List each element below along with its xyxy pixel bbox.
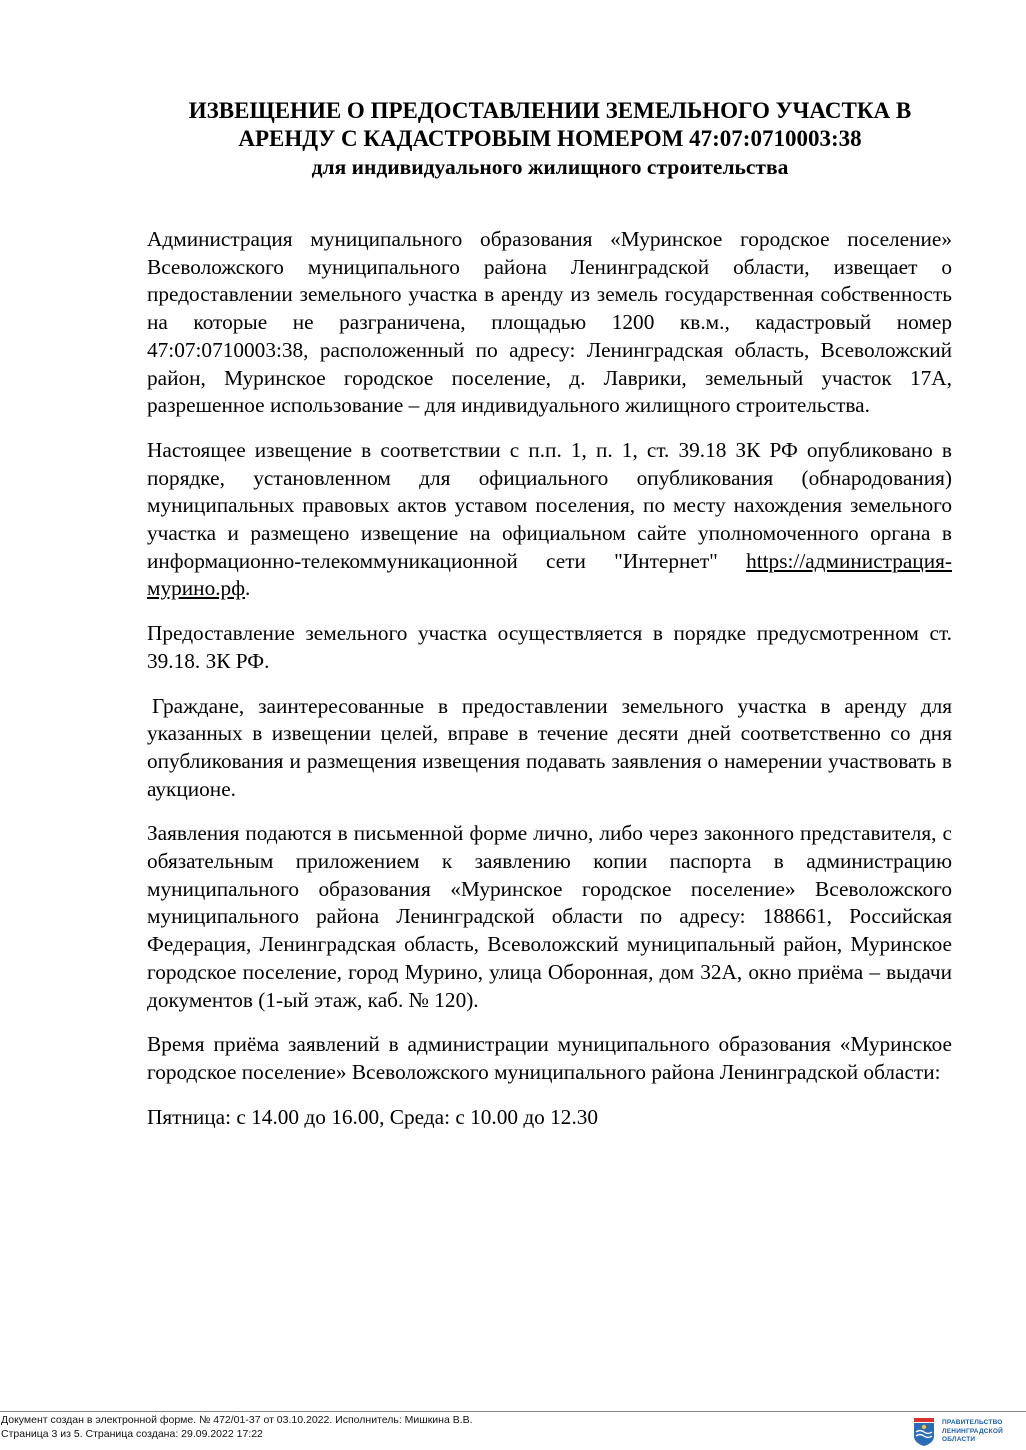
logo-line-3: ОБЛАСТИ	[942, 1436, 976, 1443]
paragraph-citizens: Граждане, заинтересованные в предоставлении земельного участка в аренду для указанных в извещении целей, вправе в течение десяти дней соответственно со дня опубликования и размещения извещения подавать заявления о намерении участвовать в аукционе.	[147, 693, 952, 801]
paragraph-publication-end: .	[245, 576, 251, 601]
title-line-1: ИЗВЕЩЕНИЕ О ПРЕДОСТАВЛЕНИИ ЗЕМЕЛЬНОГО УЧАСТКА В	[188, 98, 912, 123]
footer-line-1: Документ создан в электронной форме. № 472/01-37 от 03.10.2022. Исполнитель: Мишкина В.В.	[1, 1414, 473, 1426]
paragraph-applications: Заявления подаются в письменной форме лично, либо через законного представителя, с обязательным приложением к заявлению копии паспорта в администрацию муниципального образования «Муринское городское поселение» Всеволожского муниципального района Ленинградской области по адресу: 188661, Российская Федерация, Ленинградская область, Всеволожский муниципальный район, Муринское городское поселение, город Мурино, улица Оборонная, дом 32А, окно приёма – выдачи документов (1-ый этаж, каб. № 120).	[147, 821, 952, 1012]
logo-line-1: ПРАВИТЕЛЬСТВО	[942, 1419, 1003, 1426]
paragraph-schedule: Пятница: с 14.00 до 16.00, Среда: с 10.00 до 12.30	[147, 1104, 599, 1129]
footer-divider	[0, 1411, 1026, 1412]
leningrad-oblast-emblem-icon	[913, 1418, 935, 1446]
paragraph-reception-time: Время приёма заявлений в администрации муниципального образования «Муринское городское поселение» Всеволожского муниципального района Ленинградской области:	[147, 1032, 952, 1084]
paragraph-procedure: Предоставление земельного участка осуществляется в порядке предусмотренном ст. 39.18. ЗК РФ.	[147, 621, 952, 673]
document-body	[147, 226, 952, 1148]
document-subtitle: для индивидуального жилищного строительства	[311, 155, 789, 179]
government-logo	[911, 1418, 1023, 1448]
title-line-2: АРЕНДУ С КАДАСТРОВЫМ НОМЕРОМ 47:07:0710003:38	[238, 126, 862, 151]
paragraph-publication-text: Настоящее извещение в соответствии с п.п. 1, п. 1, ст. 39.18 ЗК РФ опубликовано в порядке, установленном для официального опубликования (обнародования) муниципальных правовых актов уставом поселения, по месту нахождения земельного участка и размещено извещение на официальном сайте уполномоченного органа в информационно-телекоммуникационной сети "Интернет"	[147, 437, 952, 573]
footer-info	[1, 1413, 473, 1441]
footer-line-2: Страница 3 из 5. Страница создана: 29.09.2022 17:22	[1, 1428, 263, 1440]
document-title	[100, 97, 1000, 181]
website-link[interactable]: https://администрация-мурино.рф	[147, 548, 952, 601]
paragraph-publication	[147, 437, 952, 603]
paragraph-notice: Администрация муниципального образования «Муринское городское поселение» Всеволожского муниципального района Ленинградской области, извещает о предоставлении земельного участка в аренду из земель государственная собственность на которые не разграничена, площадью 1200 кв.м., кадастровый номер 47:07:0710003:38, расположенный по адресу: Ленинградская область, Всеволожский район, Муринское городское поселение, д. Лаврики, земельный участок 17А, разрешенное использование – для индивидуального жилищного строительства.	[147, 227, 952, 418]
logo-line-2: ЛЕНИНГРАДСКОЙ	[942, 1427, 1003, 1435]
logo-caption	[942, 1419, 1003, 1445]
